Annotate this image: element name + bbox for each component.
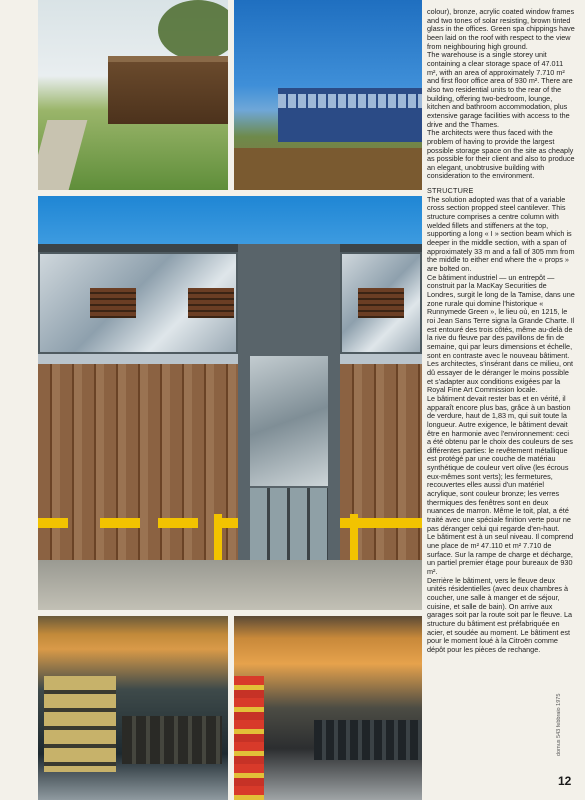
- entrance-glazing: [250, 356, 328, 486]
- vent-panel: [188, 288, 234, 318]
- storage-racks: [122, 716, 222, 764]
- paragraph: Le bâtiment devait rester bas et en vérité, il apparaît encore plus bas, grâce à un bastion de verdure, haut de 1,83 m, qui suit toute la longueur. Autre exigence, le bâtiment devait être en harmonie avec l'environnement: ceci a été obtenu par le choix des couleurs de ses différentes parties: le revêtement métallique est protégé par une couche de matériau synthétique de couleur vert olive (les écrous eux-mêmes sont verts); les fermetures, recouvertes elles aussi d'un matériel acrylique, sont couleur bronze; les verres thermiques des fenêtres sont en deux nuances de marron. Même le toit, plat, a été traité avec une spéciale finition verte pour ne pas déranger celui qui regarde d'en-haut.: [427, 393, 573, 533]
- article-text-column: [427, 8, 575, 655]
- sky: [38, 196, 422, 244]
- tree: [158, 0, 228, 60]
- paragraph: Derrière le bâtiment, vers le fleuve deux unités résidentielles (avec deux chambres à coucher, une salle à manger et de séjour, cuisine, et salle de bain). On arrive aux garages soit par la route soit par le fleuve. La structure du bâtiment est préfabriquée en acier, et soudée au moment. Le bâtiment est pour le moment loué à la Citroën comme dépôt pour les pièces de rechange.: [427, 575, 573, 654]
- storage-shelving: [44, 676, 116, 772]
- paragraph: The warehouse is a single storey unit containing a clear storage space of 47.011 m², with an area of approximately 7.710 m² and first floor office area of 930 m². There are also two residential units to the rear of the building, offering two-bedroom, lounge, kitchen and bathroom accommodation, plus extensive garage facilities with access to the drive and the Thames.: [427, 50, 573, 129]
- paragraph: Le bâtiment est à un seul niveau. Il comprend une place de m² 47.110 et m² 7.710 de surface. Sur la rampe de charge et décharge, un partiel premier étage pour bureaux de 930 m².: [427, 532, 574, 576]
- pavement: [38, 560, 422, 610]
- yellow-stripe: [38, 518, 68, 528]
- entrance-doors: [250, 488, 328, 560]
- vent-panel: [358, 288, 404, 318]
- warehouse-interior-right-photo: [234, 616, 422, 800]
- yellow-stripe: [158, 518, 198, 528]
- paragraph: Les architectes, s'insérant dans ce milieu, ont dû essayer de le déranger le moins possible et s'adapter aux conditions exigées par la Royal Fine Art Commission locale.: [427, 359, 574, 395]
- warehouse-interior-left-photo: [38, 616, 228, 800]
- paragraph: colour), bronze, acrylic coated window frames and two tones of solar resisting, brown tinted glass in the offices. Green spa chippings have been laid on the roof with respect to the view from neighbouring high ground.: [427, 7, 575, 51]
- exterior-blue-facade-photo: [234, 0, 422, 190]
- storage-bins: [234, 676, 264, 800]
- footpath: [38, 120, 87, 190]
- paragraph: The solution adopted was that of a variable cross section propped steel cantilever. This structure comprises a centre column with welded fillets and stiffeners at the top, supporting a long « I » section beam which is deeper in the middle section, with a span of approximately 33 m and a fall of 305 mm from the middle to either end where the « props » are bolted on.: [427, 194, 575, 274]
- storage-racks: [314, 720, 422, 760]
- yellow-bollard: [350, 514, 358, 560]
- section-heading: STRUCTURE: [427, 186, 474, 196]
- vent-panel: [90, 288, 136, 318]
- paragraph: The architects were thus faced with the problem of having to provide the largest possible storage space on the site as cheaply as possible for their client and also to produce an elegant, unobtrusive building with consideration to the environment.: [427, 128, 575, 181]
- building: [108, 62, 228, 124]
- embankment: [234, 148, 422, 190]
- exterior-landscape-photo: [38, 0, 228, 190]
- cladding-left: [38, 364, 238, 560]
- main-facade-photo: [38, 196, 422, 610]
- paragraph: Ce bâtiment industriel — un entrepôt — construit par la MacKay Securities de Londres, surgit le long de la Tamise, dans une zone rurale qui domine l'historique « Runnymede Green », le lieu où, en 1215, le roi Jean Sans Terre signa la Grande Charte. Il est entouré des trois côtés, même au-delà de la rive du fleuve par des pavillons de fin de semaine, qui par leurs dimensions et échelle, sont en contraste avec le nouveau bâtiment.: [427, 272, 575, 360]
- yellow-bollard: [214, 514, 222, 560]
- page-number: 12: [558, 774, 572, 788]
- window-strip: [278, 94, 422, 108]
- side-credit: domus 543 febbraio 1975: [556, 693, 562, 756]
- yellow-stripe: [100, 518, 140, 528]
